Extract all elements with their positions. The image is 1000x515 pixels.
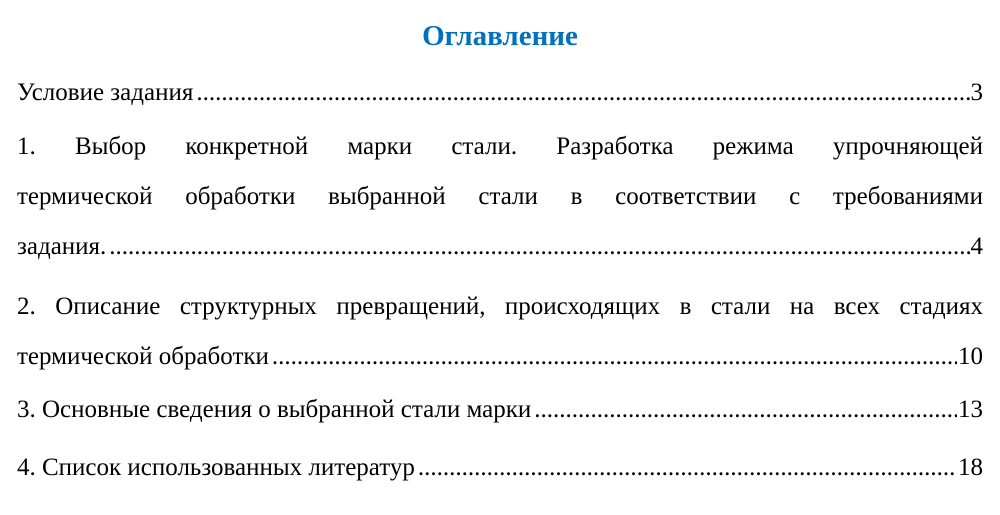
toc-entry-section-2[interactable] [17,282,983,382]
toc-entry-line [17,68,983,118]
toc-page-number: 18 [958,454,983,481]
toc-entry-text: термической обработки [17,343,269,370]
dot-leader [109,222,969,272]
toc-entry-task-conditions[interactable] [17,68,983,118]
toc-entry-text-line: 2. Описание структурных превращений, происходящих в стали на всех стадиях [17,293,983,320]
toc-entry-text: 3. Основные сведения о выбранной стали марки [17,396,532,423]
toc-entry-line [17,222,983,272]
dot-leader [418,443,957,493]
toc-page-number: 13 [958,396,983,423]
toc-entry-line [17,332,983,382]
toc-title: Оглавление [422,20,578,52]
dot-leader [196,68,969,118]
toc-entry-text-line: термической обработки выбранной стали в соответствии с требованиями [17,183,983,210]
toc-entry-line [17,385,983,435]
toc-entry-section-1[interactable] [17,122,983,272]
toc-entry-section-3[interactable] [17,385,983,435]
toc-entry-text-line: 1. Выбор конкретной марки стали. Разработка режима упрочняющей [17,133,983,160]
toc-entry-text: задания. [17,233,107,260]
dot-leader [534,385,957,435]
toc-page-number: 3 [970,79,983,106]
toc-entry-text: Условие задания [17,79,194,106]
toc-page-number: 4 [970,233,983,260]
toc-entry-section-4[interactable] [17,443,983,493]
dot-leader [272,332,957,382]
toc-entry-text: 4. Список использованных литератур [17,454,415,481]
table-of-contents [17,14,983,493]
toc-entry-line [17,443,983,493]
toc-page-number: 10 [958,343,983,370]
